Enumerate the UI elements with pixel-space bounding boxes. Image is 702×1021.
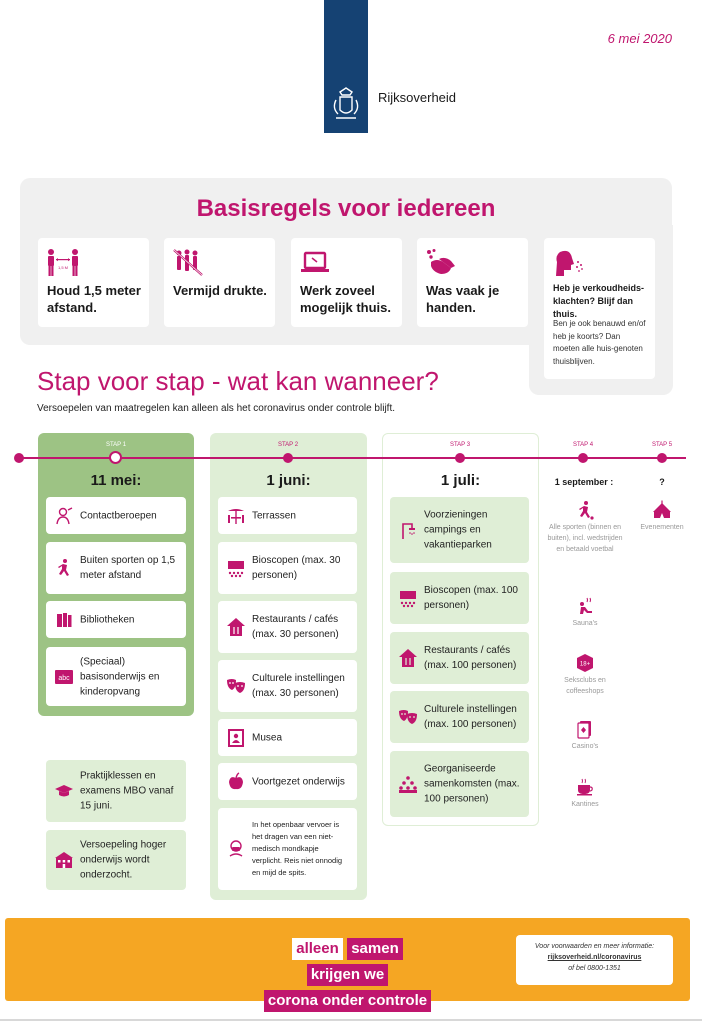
info-phone: of bel 0800-1351 xyxy=(568,965,621,972)
laptop-icon xyxy=(299,248,333,278)
rule-card-distance xyxy=(38,238,149,327)
rule-card-symptoms xyxy=(544,238,655,379)
terrace-icon xyxy=(226,506,246,526)
books-icon xyxy=(54,610,74,630)
step4-item-label: Sauna's xyxy=(572,620,598,627)
camping-shower-icon xyxy=(398,520,418,540)
step3-item xyxy=(390,691,529,743)
steps-subtitle: Versoepelen van maatregelen kan alleen als het coronavirus onder controle blijft. xyxy=(37,403,395,414)
abc-board-icon xyxy=(54,667,74,687)
step2-item-label: Voortgezet onderwijs xyxy=(252,776,345,787)
gathering-icon xyxy=(398,774,418,794)
step2-label: STAP 2 xyxy=(277,442,299,448)
graduation-cap-icon xyxy=(54,781,74,801)
step2-item-label: Bioscopen (max. 30 personen) xyxy=(252,555,341,581)
date: 6 mei 2020 xyxy=(607,31,672,46)
info-box xyxy=(516,935,673,985)
restaurant-icon xyxy=(226,617,246,637)
step2-item xyxy=(218,660,357,712)
step4-item-sauna xyxy=(545,596,625,629)
step3-item-label: Bioscopen (max. 100 personen) xyxy=(424,585,518,611)
step1-item-label: Contactberoepen xyxy=(80,510,157,521)
step1-item-label: Buiten sporten op 1,5 meter afstand xyxy=(80,555,176,581)
slogan-word: alleen xyxy=(292,938,343,960)
info-link[interactable]: rijksoverheid.nl/coronavirus xyxy=(547,954,642,961)
cinema-icon xyxy=(226,558,246,578)
step4-item-casino xyxy=(545,719,625,752)
logo-text: Rijksoverheid xyxy=(378,90,457,105)
timeline-start-dot xyxy=(14,453,24,463)
rule-label: Werk zoveel mogelijk thuis. xyxy=(300,283,392,315)
step2-date: 1 juni: xyxy=(266,472,311,489)
step4-item-label: Kantines xyxy=(571,801,599,808)
slogan-word: samen xyxy=(347,938,403,960)
step2-item xyxy=(218,542,357,594)
step3-item xyxy=(390,497,529,563)
step4-item-label: Seksclubs en coffeeshops xyxy=(564,677,606,695)
step1-date: 11 mei: xyxy=(90,472,142,489)
playing-cards-icon xyxy=(575,719,595,739)
step2-note-text: In het openbaar vervoer is het dragen van een niet-medisch mondkapje verplicht. Reis niet onnodig en mijd de spits. xyxy=(252,820,343,877)
crowd-icon xyxy=(172,248,206,278)
step2-item-label: Culturele instellingen (max. 30 personen) xyxy=(252,673,345,699)
basic-rules-title: Basisregels voor iedereen xyxy=(196,195,496,222)
apple-icon xyxy=(226,772,246,792)
step1-label: STAP 1 xyxy=(105,442,127,448)
sauna-icon xyxy=(575,596,595,616)
step5-label: STAP 5 xyxy=(651,442,673,448)
step1-item xyxy=(46,542,186,594)
step1-item xyxy=(46,497,186,534)
step1-item xyxy=(46,647,186,706)
step3-item-label: Voorzieningen campings en vakantieparken xyxy=(424,509,492,551)
rule-label: Vermijd drukte. xyxy=(173,283,267,298)
contact-profession-icon xyxy=(54,506,74,526)
step2-item xyxy=(218,497,357,534)
step1-item-label: (Speciaal) basisonderwijs en kinderopvang xyxy=(80,656,160,697)
face-mask-icon xyxy=(226,839,246,859)
step4-item-label: Casino's xyxy=(571,743,599,750)
step2-item xyxy=(218,763,357,800)
theater-masks-icon xyxy=(398,707,418,727)
slogan-word: corona onder controle xyxy=(264,990,431,1012)
distance-icon xyxy=(46,248,80,278)
step4-item-canteen xyxy=(545,777,625,810)
step1-item xyxy=(46,601,186,638)
step2-item-label: Restaurants / cafés (max. 30 personen) xyxy=(252,614,339,640)
step4-dot xyxy=(578,453,588,463)
step1-item-label: Bibliotheken xyxy=(80,614,135,625)
step5-dot xyxy=(657,453,667,463)
step2-dot xyxy=(283,453,293,463)
step3-item-label: Restaurants / cafés (max. 100 personen) xyxy=(424,645,517,671)
svg-text:18+: 18+ xyxy=(579,661,591,668)
step5-item-events xyxy=(632,500,692,533)
step4-item-sports xyxy=(545,500,625,555)
svg-text:1,5 M: 1,5 M xyxy=(57,265,69,270)
step5-item-label: Evenementen xyxy=(640,524,684,531)
slogan xyxy=(250,936,445,1014)
step2-item-label: Terrassen xyxy=(252,510,296,521)
rule-card-crowd xyxy=(164,238,275,327)
step2-item xyxy=(218,601,357,653)
step4-label: STAP 4 xyxy=(572,442,594,448)
svg-text:abc: abc xyxy=(58,674,70,682)
museum-frame-icon xyxy=(226,728,246,748)
running-icon xyxy=(54,558,74,578)
info-intro: Voor voorwaarden en meer informatie: xyxy=(534,943,655,950)
tent-icon xyxy=(652,500,672,520)
step1-extra-label: Versoepeling hoger onderwijs wordt onderzocht. xyxy=(80,839,167,881)
step3-item xyxy=(390,572,529,624)
step2-item xyxy=(218,719,357,756)
coffee-cup-icon xyxy=(575,777,595,797)
rule-label: Heb je verkoudheids-klachten? Blijf dan thuis. xyxy=(553,283,645,319)
school-building-icon xyxy=(54,850,74,870)
step3-item xyxy=(390,751,529,817)
step4-item-label: Alle sporten (binnen en buiten), incl. wedstrijden en betaald voetbal xyxy=(547,524,623,553)
step5-date: ? xyxy=(659,477,665,487)
hands-wash-icon xyxy=(425,248,459,278)
step1-extra-item xyxy=(46,760,186,822)
step2-note xyxy=(218,808,357,890)
step1-extra-item xyxy=(46,830,186,890)
step3-dot xyxy=(455,453,465,463)
sneeze-icon xyxy=(552,248,586,278)
rule-card-work-home xyxy=(291,238,402,327)
step2-item-label: Musea xyxy=(252,732,283,743)
step4-item-sexwork xyxy=(545,653,625,697)
restaurant-icon xyxy=(398,648,418,668)
slogan-word: krijgen we xyxy=(307,964,388,986)
age-18-icon xyxy=(575,653,595,673)
step3-item-label: Georganiseerde samenkomsten (max. 100 personen) xyxy=(424,763,520,805)
step3-item-label: Culturele instellingen (max. 100 personen) xyxy=(424,704,517,730)
step3-item xyxy=(390,632,529,684)
rule-card-wash-hands xyxy=(417,238,528,327)
rule-label: Houd 1,5 meter afstand. xyxy=(47,283,141,315)
step4-date: 1 september : xyxy=(554,477,614,487)
step3-date: 1 juli: xyxy=(440,472,481,489)
rule-sublabel: Ben je ook benauwd en/of heb je koorts? Dan moeten alle huis-genoten thuisblijven. xyxy=(553,319,646,366)
step1-dot xyxy=(109,451,122,464)
step1-extra-label: Praktijklessen en examens MBO vanaf 15 juni. xyxy=(80,770,174,812)
step3-label: STAP 3 xyxy=(449,442,471,448)
theater-masks-icon xyxy=(226,676,246,696)
running-icon xyxy=(575,500,595,520)
steps-title: Stap voor stap - wat kan wanneer? xyxy=(37,366,439,396)
crest-icon xyxy=(330,86,362,124)
cinema-icon xyxy=(398,588,418,608)
rule-label: Was vaak je handen. xyxy=(426,283,500,315)
